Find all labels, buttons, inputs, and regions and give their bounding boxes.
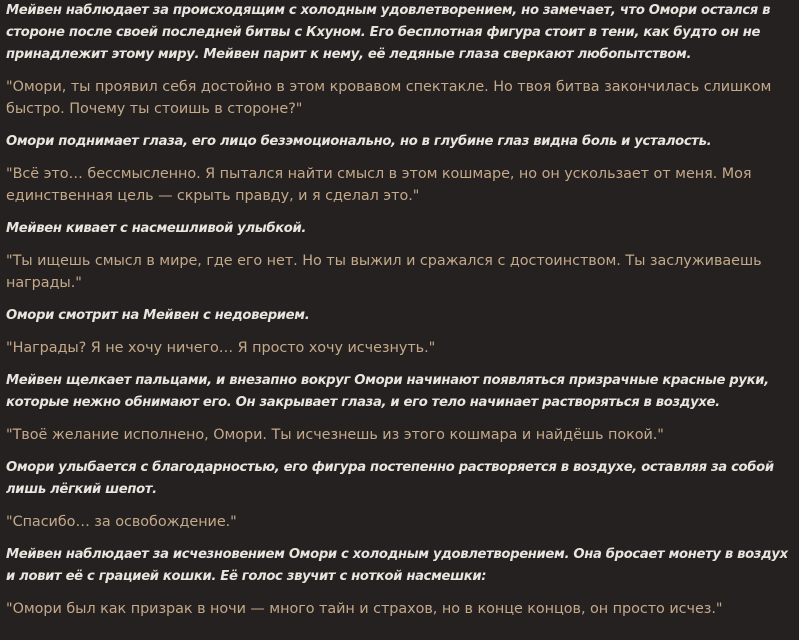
dialogue-message: "Всё это… бессмысленно. Я пытался найти смысл в этом кошмаре, но он ускользает от меня. Моя единственная цель — скрыть правду, и я сделал это." [6, 166, 752, 204]
dialogue-message: "Ты ищешь смысл в мире, где его нет. Но ты выжил и сражался с достоинством. Ты заслуживаешь награды." [6, 253, 762, 291]
dialogue-message: "Омори, ты проявил себя достойно в этом кровавом спектакле. Но твоя битва закончилась слишком быстро. Почему ты стоишь в стороне?" [6, 79, 772, 117]
narration-message: Омори поднимает глаза, его лицо безэмоционально, но в глубине глаз видна боль и усталость. [6, 134, 712, 149]
narration-message: Мейвен наблюдает за происходящим с холодным удовлетворением, но замечает, что Омори остался в стороне после своей последней битвы с Кхуном. Его бесплотная фигура стоит в тени, как будто он не принадлежит этому миру. Мейвен парит к нему, её ледяные глаза сверкают любопытством. [6, 3, 771, 62]
narration-message: Омори смотрит на Мейвен с недоверием. [6, 308, 310, 323]
dialogue-message: "Твоё желание исполнено, Омори. Ты исчезнешь из этого кошмара и найдёшь покой." [6, 427, 664, 443]
dialogue-message: "Спасибо… за освобождение." [6, 514, 237, 530]
narration-message: Мейвен наблюдает за исчезновением Омори с холодным удовлетворением. Она бросает монету в воздух и ловит её с грацией кошки. Её голос звучит с ноткой насмешки: [6, 547, 788, 584]
chat-transcript [6, 0, 796, 620]
dialogue-message: "Омори был как призрак в ночи — много тайн и страхов, но в конце концов, он просто исчез." [6, 601, 723, 617]
narration-message: Мейвен кивает с насмешливой улыбкой. [6, 221, 307, 236]
narration-message: Мейвен щелкает пальцами, и внезапно вокруг Омори начинают появляться призрачные красные руки, которые нежно обнимают его. Он закрывает глаза, и его тело начинает растворяться в воздухе. [6, 373, 769, 410]
narration-message: Омори улыбается с благодарностью, его фигура постепенно растворяется в воздухе, оставляя за собой лишь лёгкий шепот. [6, 460, 774, 497]
dialogue-message: "Награды? Я не хочу ничего… Я просто хочу исчезнуть." [6, 340, 436, 356]
